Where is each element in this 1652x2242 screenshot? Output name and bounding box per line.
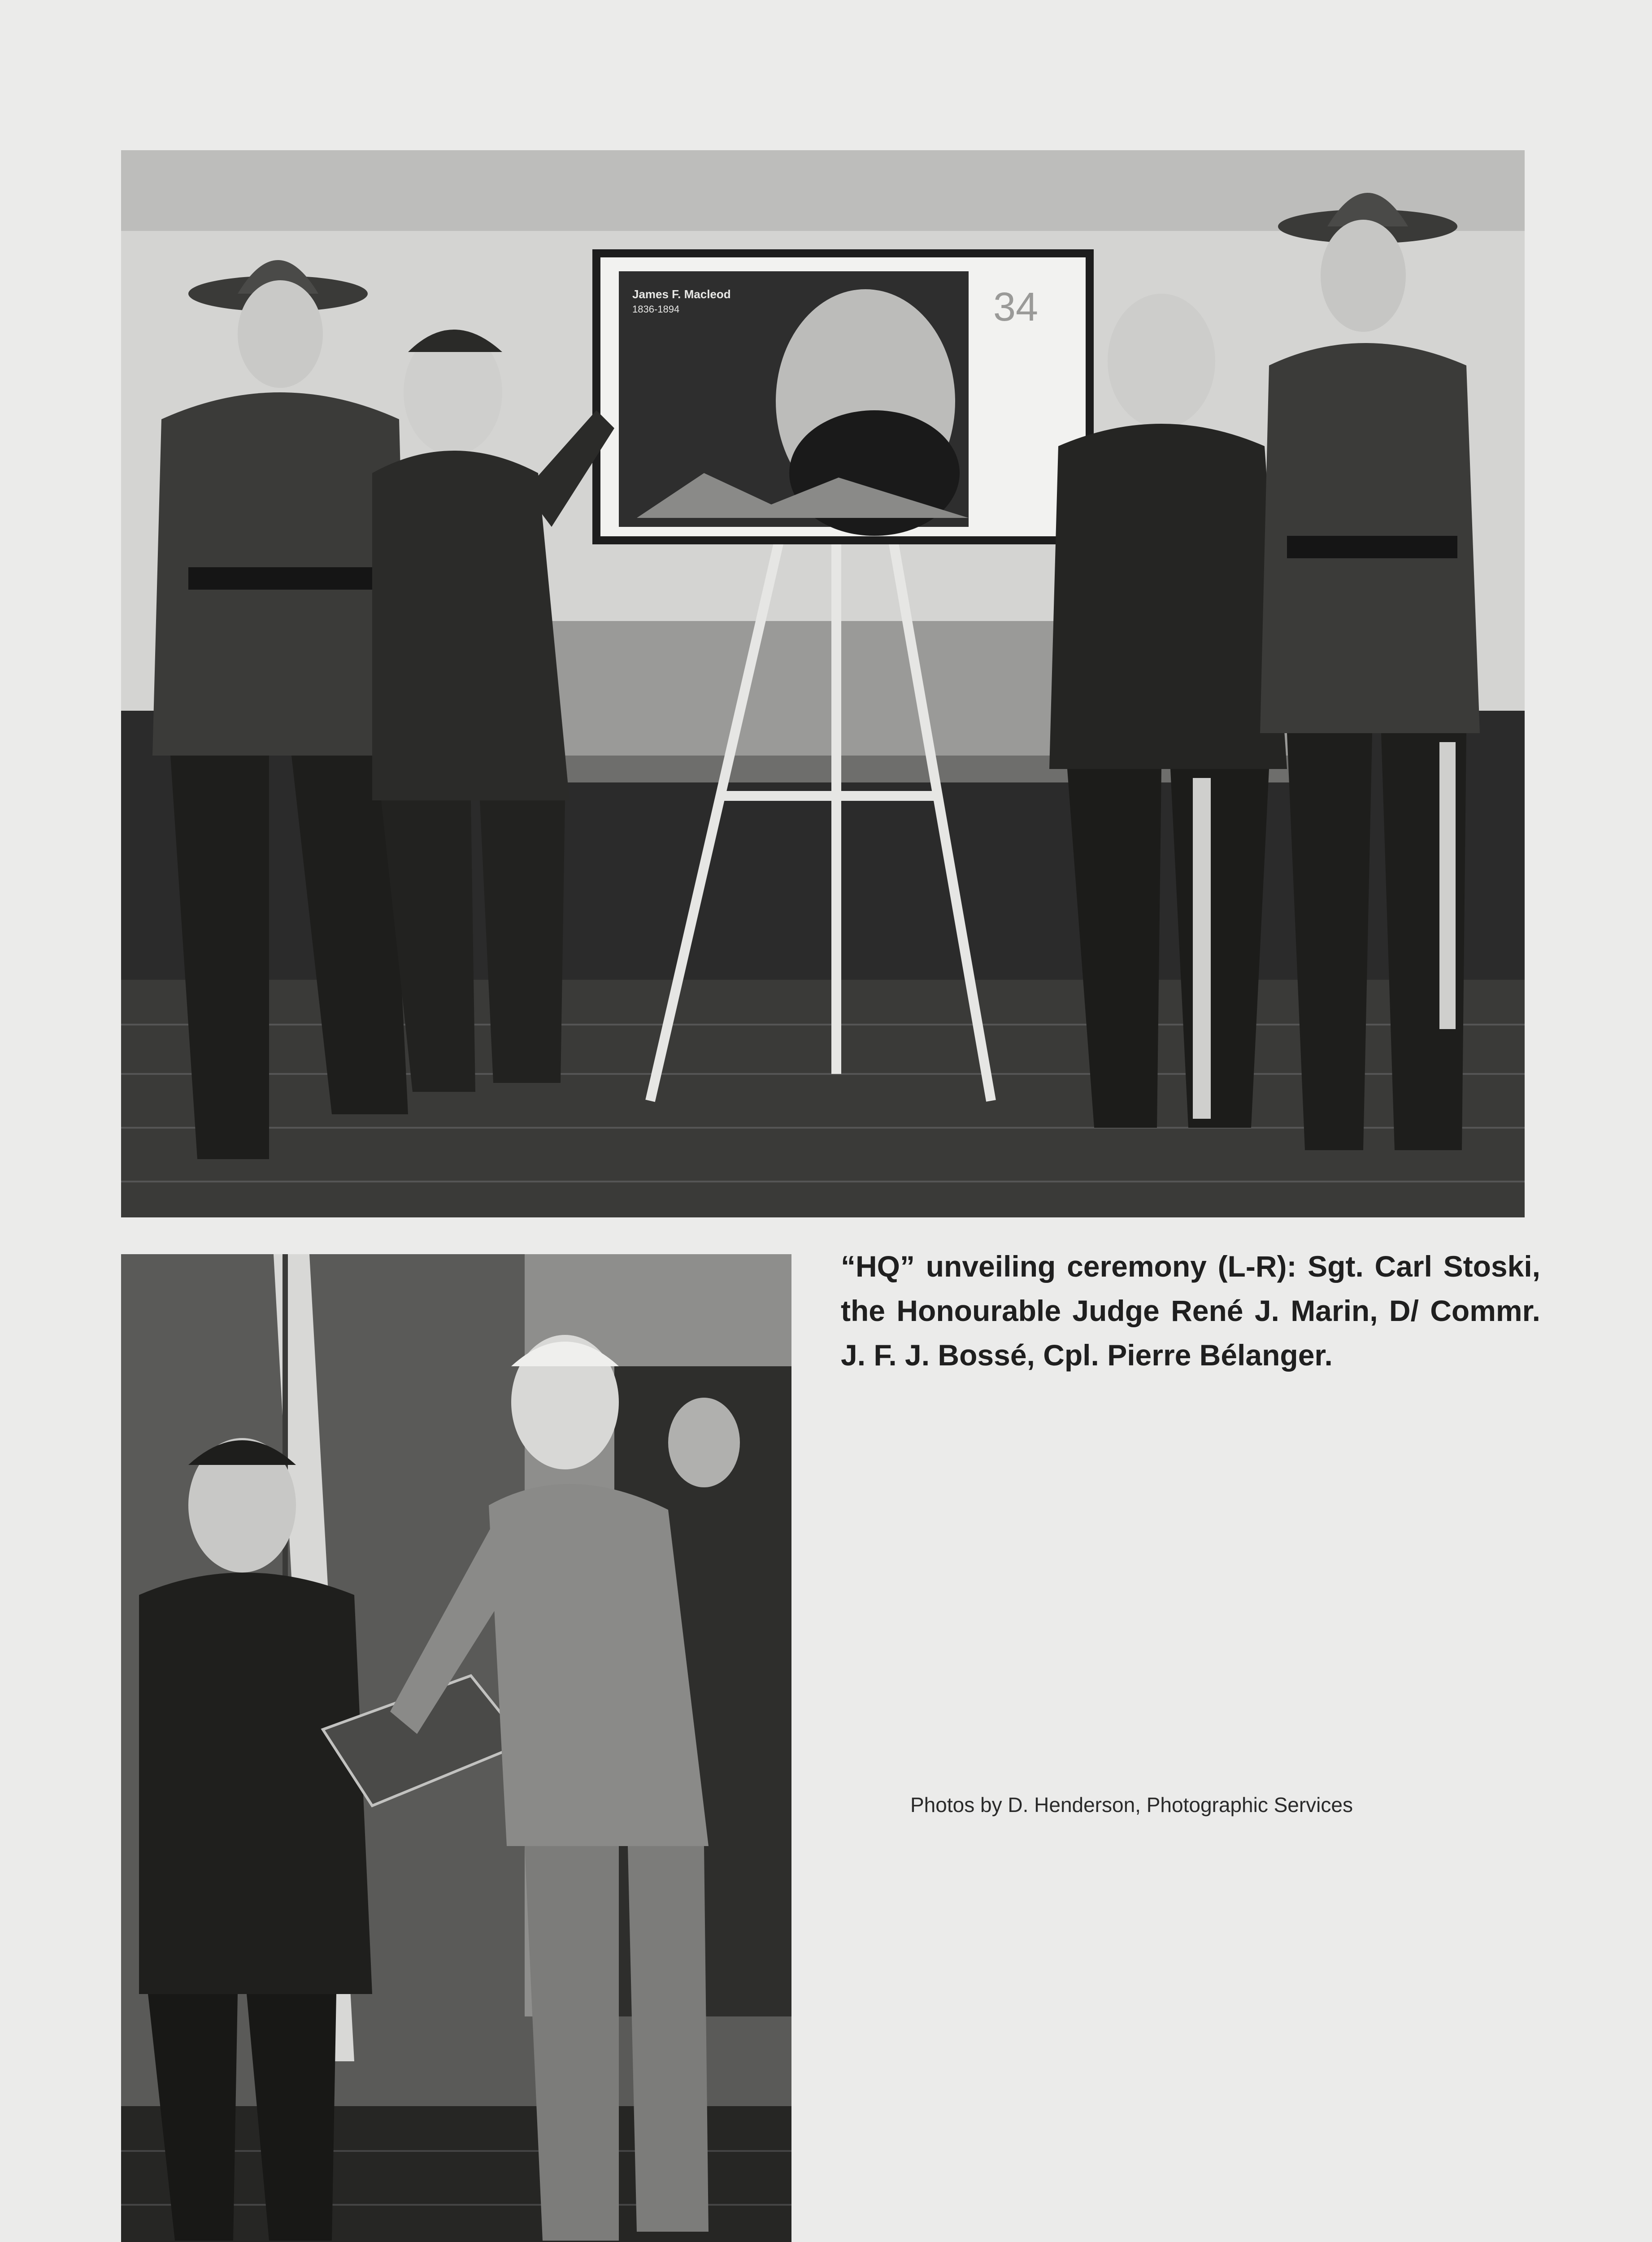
portfolio-presentation-photo	[121, 1254, 791, 2242]
stamp-name-text: James F. Macleod	[632, 287, 731, 301]
presentation-photo-illustration	[121, 1254, 791, 2242]
stamp-value-text: 34	[993, 285, 1039, 330]
unveiling-ceremony-caption: “HQ” unveiling ceremony (L-R): Sgt. Carl Stoski, the Honourable Judge René J. Marin, D/ Commr. J. F. J. Bossé, Cpl. Pierre Bélanger.	[841, 1250, 1540, 1372]
photo-credit: Photos by D. Henderson, Photographic Services	[910, 1793, 1353, 1816]
stamp-years-text: 1836-1894	[632, 304, 680, 315]
unveiling-photo-illustration	[121, 150, 1525, 1217]
unveiling-ceremony-photo	[121, 150, 1525, 1217]
